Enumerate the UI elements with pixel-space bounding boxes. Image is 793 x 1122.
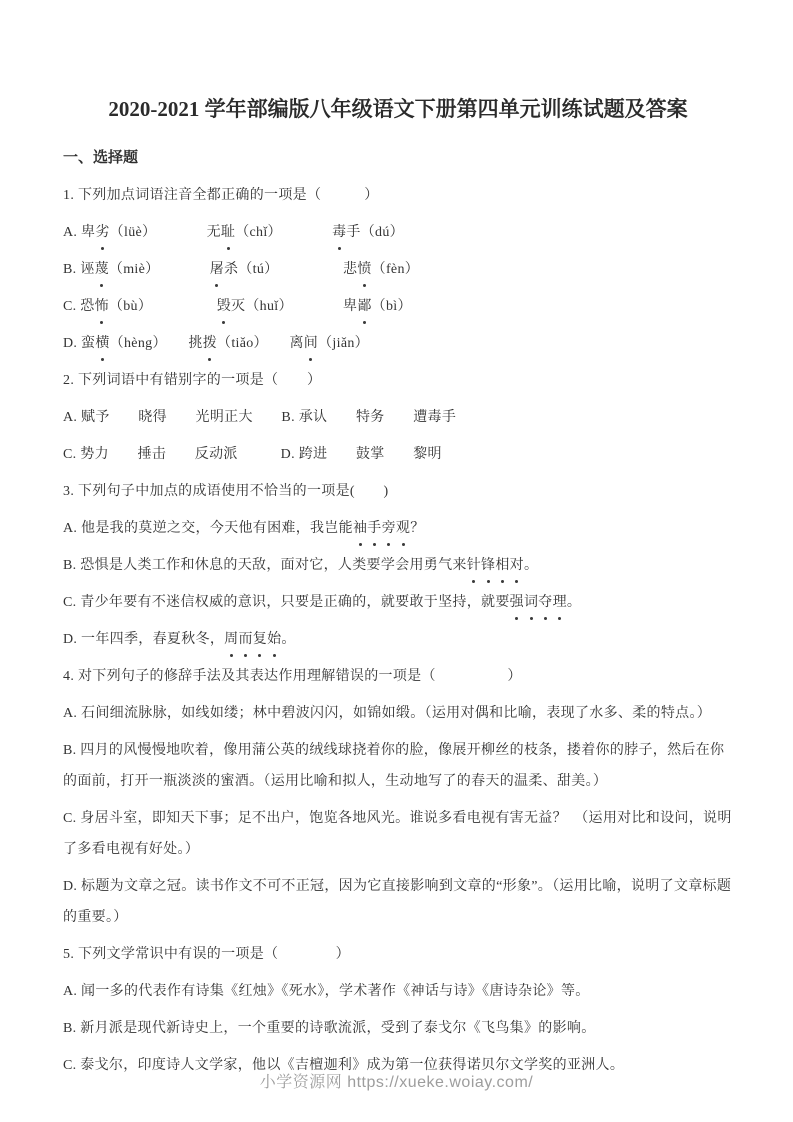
emphasized-char: 针 — [467, 550, 481, 581]
question-1-stem: 1. 下列加点词语注音全都正确的一项是（ ） — [63, 188, 379, 203]
question-5-stem: 5. 下列文学常识中有误的一项是（ ） — [63, 947, 350, 962]
emphasized-char: 理 — [553, 587, 567, 618]
emphasized-char: 始 — [267, 624, 281, 655]
question-5-option-a: A. 闻一多的代表作有诗集《红烛》《死水》，学术著作《神话与诗》《唐诗杂论》等。 — [63, 984, 590, 999]
question-3-option-c: C. 青少年要有不迷信权威的意识，只要是正确的，就要敢于坚持，就要强词夺理。 — [63, 587, 733, 618]
question-2-option-b: C. 势力 捶击 反动派 D. 跨进 鼓掌 黎明 — [63, 447, 442, 462]
emphasized-char: 蔑 — [95, 254, 109, 285]
footer-watermark: 小学资源网 https://xueke.woiay.com/ — [259, 1074, 534, 1091]
emphasized-char: 怖 — [95, 291, 109, 322]
question-1-option-d: D. 蛮横（hèng） 挑拨（tiǎo） 离间（jiǎn） — [63, 328, 733, 359]
question-3-option-d: D. 一年四季，春夏秋冬，周而复始。 — [63, 624, 733, 655]
emphasized-char: 袖 — [353, 513, 367, 544]
emphasized-char: 强 — [510, 587, 524, 618]
emphasized-char: 观 — [396, 513, 410, 544]
emphasized-char: 手 — [367, 513, 381, 544]
question-3-option-b: B. 恐惧是人类工作和休息的天敌，面对它，人类要学会用勇气来针锋相对。 — [63, 550, 733, 581]
emphasized-char: 相 — [495, 550, 509, 581]
emphasized-char: 鄙 — [357, 291, 371, 322]
emphasized-char: 愤 — [357, 254, 371, 285]
question-2-option-a: A. 赋予 晓得 光明正大 B. 承认 特务 遭毒手 — [63, 410, 457, 425]
question-4-option-a: A. 石间细流脉脉，如线如缕；林中碧波闪闪，如锦如缎。（运用对偶和比喻，表现了水多、柔的特点。） — [63, 706, 712, 721]
emphasized-char: 对 — [510, 550, 524, 581]
question-4-stem: 4. 对下列句子的修辞手法及其表达作用理解错误的一项是（ ） — [63, 669, 522, 684]
question-4-option-b: B. 四月的风慢慢地吹着，像用蒲公英的绒线球挠着你的脸，像展开柳丝的枝条，搂着你的脖子，然后在你的面前，打开一瓶淡淡的蜜酒。（运用比喻和拟人，生动地写了的春天的温柔、甜美。） — [63, 743, 725, 789]
emphasized-char: 间 — [304, 328, 318, 359]
question-1-option-b: B. 诬蔑（miè） 屠杀（tú） 悲愤（fèn） — [63, 254, 733, 285]
section-heading: 一、选择题 — [63, 150, 139, 166]
question-1-option-a: A. 卑劣（lüè） 无耻（chǐ） 毒手（dú） — [63, 217, 733, 248]
question-3-option-a: A. 他是我的莫逆之交，今天他有困难，我岂能袖手旁观？ — [63, 513, 733, 544]
emphasized-char: 周 — [224, 624, 238, 655]
emphasized-char: 屠 — [210, 254, 224, 285]
question-5-option-b: B. 新月派是现代新诗史上，一个重要的诗歌流派，受到了泰戈尔《飞鸟集》的影响。 — [63, 1021, 596, 1036]
question-5-option-c: C. 泰戈尔，印度诗人文学家，他以《吉檀迦利》成为第一位获得诺贝尔文学奖的亚洲人。 — [63, 1058, 625, 1073]
question-4-option-d: D. 标题为文章之冠。读书作文不可不正冠，因为它直接影响到文章的“形象”。（运用比喻，说明了文章标题的重要。） — [63, 879, 732, 925]
emphasized-char: 毁 — [217, 291, 231, 322]
emphasized-char: 旁 — [382, 513, 396, 544]
emphasized-char: 拨 — [203, 328, 217, 359]
questions — [63, 180, 733, 1081]
emphasized-char: 劣 — [95, 217, 109, 248]
question-2-stem: 2. 下列词语中有错别字的一项是（ ） — [63, 373, 322, 388]
question-1-option-c: C. 恐怖（bù） 毁灭（huǐ） 卑鄙（bì） — [63, 291, 733, 322]
emphasized-char: 夺 — [538, 587, 552, 618]
emphasized-char: 锋 — [481, 550, 495, 581]
emphasized-char: 词 — [524, 587, 538, 618]
page-title: 2020-2021 学年部编版八年级语文下册第四单元训练试题及答案 — [108, 97, 688, 121]
question-3-stem: 3. 下列句子中加点的成语使用不恰当的一项是( ) — [63, 484, 389, 499]
emphasized-char: 而 — [238, 624, 252, 655]
emphasized-char: 耻 — [221, 217, 235, 248]
emphasized-char: 毒 — [332, 217, 346, 248]
question-4-option-c: C. 身居斗室，即知天下事；足不出户，饱览各地风光。谁说多看电视有害无益？ （运用对比和设问，说明了多看电视有好处。） — [63, 811, 732, 857]
emphasized-char: 复 — [253, 624, 267, 655]
emphasized-char: 横 — [95, 328, 109, 359]
